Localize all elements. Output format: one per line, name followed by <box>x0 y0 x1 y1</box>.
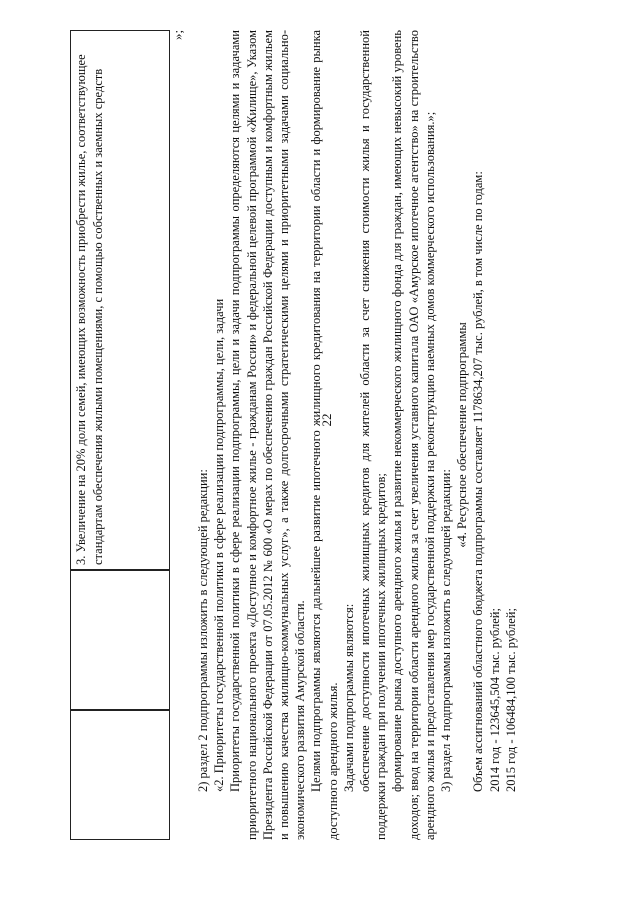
section-heading: «4. Ресурсное обеспечение подпрограммы <box>455 322 470 548</box>
document-text <box>195 30 519 840</box>
page-number: 22 <box>319 413 334 427</box>
paragraph: формирование рынка доступного арендного жилья и развитие некоммерческого жилищного фонда для граждан, имеющих невысокий уровень доходов; ввод на территории области арендного жилья за счет увеличения уставного капитала ОАО «Амурское ипотечное агентство» на строительство арендного жилья и предоставления мер государственной поддержки на реконструкцию наемных домов коммерческого использования.»; <box>390 30 437 840</box>
rotated-document-body <box>70 30 590 840</box>
paragraph: 2014 год - 123645,504 тыс. рублей; <box>487 608 502 792</box>
paragraph: Объем ассигнований областного бюджета подпрограммы составляет 1178634,207 тыс. рублей, в том числе по годам: <box>471 171 486 792</box>
paragraph: 2015 год - 106484,100 тыс. рублей; <box>503 608 518 792</box>
closing-quote: »; <box>170 29 185 40</box>
section-heading: «2. Приоритеты государственной политики в сфере реализации подпрограммы, цели, задачи <box>212 298 227 792</box>
paragraph: Приоритеты государственной политики в сфере реализации подпрограммы, цели и задачи подпрограммы определяются целями и задачами приоритетного национального проекта «Доступное и комфортное жилье - гражданам России» и федеральной целевой программой «Жилище», Указом Президента Российской Федерации от 07.05.2012 № 600 «О мерах по обеспечению граждан Российской Федерации доступным и комфортным жильем и повышению качества жилищно-коммунальных услуг», а также долгосрочными стратегическими целями и приоритетными задачами социально-экономического развития Амурской области. <box>228 30 308 840</box>
paragraph: 3) раздел 4 подпрограммы изложить в следующей редакции: <box>439 469 454 792</box>
goal-text: 3. Увеличение на 20% доли семей, имеющих возможность приобрести жилье, соответствующее стандартам обеспечения жилыми помещениями, с помощью собственных и заемных средств <box>74 54 105 565</box>
table-cell-empty-1 <box>70 710 170 840</box>
paragraph: Задачами подпрограммы являются: <box>341 603 356 792</box>
table-cell-empty-2 <box>70 570 170 710</box>
paragraph: 2) раздел 2 подпрограммы изложить в следующей редакции: <box>196 469 210 792</box>
paragraph: обеспечение доступности ипотечных жилищных кредитов для жителей области за счет снижения стоимости жилья и государственной поддержки граждан при получении ипотечных жилищных кредитов; <box>358 30 389 840</box>
paragraph: Целями подпрограммы являются дальнейшее развитие ипотечного жилищного кредитования на территории области и формирование рынка доступного арендного жилья. <box>309 30 340 840</box>
table-row <box>70 30 170 840</box>
